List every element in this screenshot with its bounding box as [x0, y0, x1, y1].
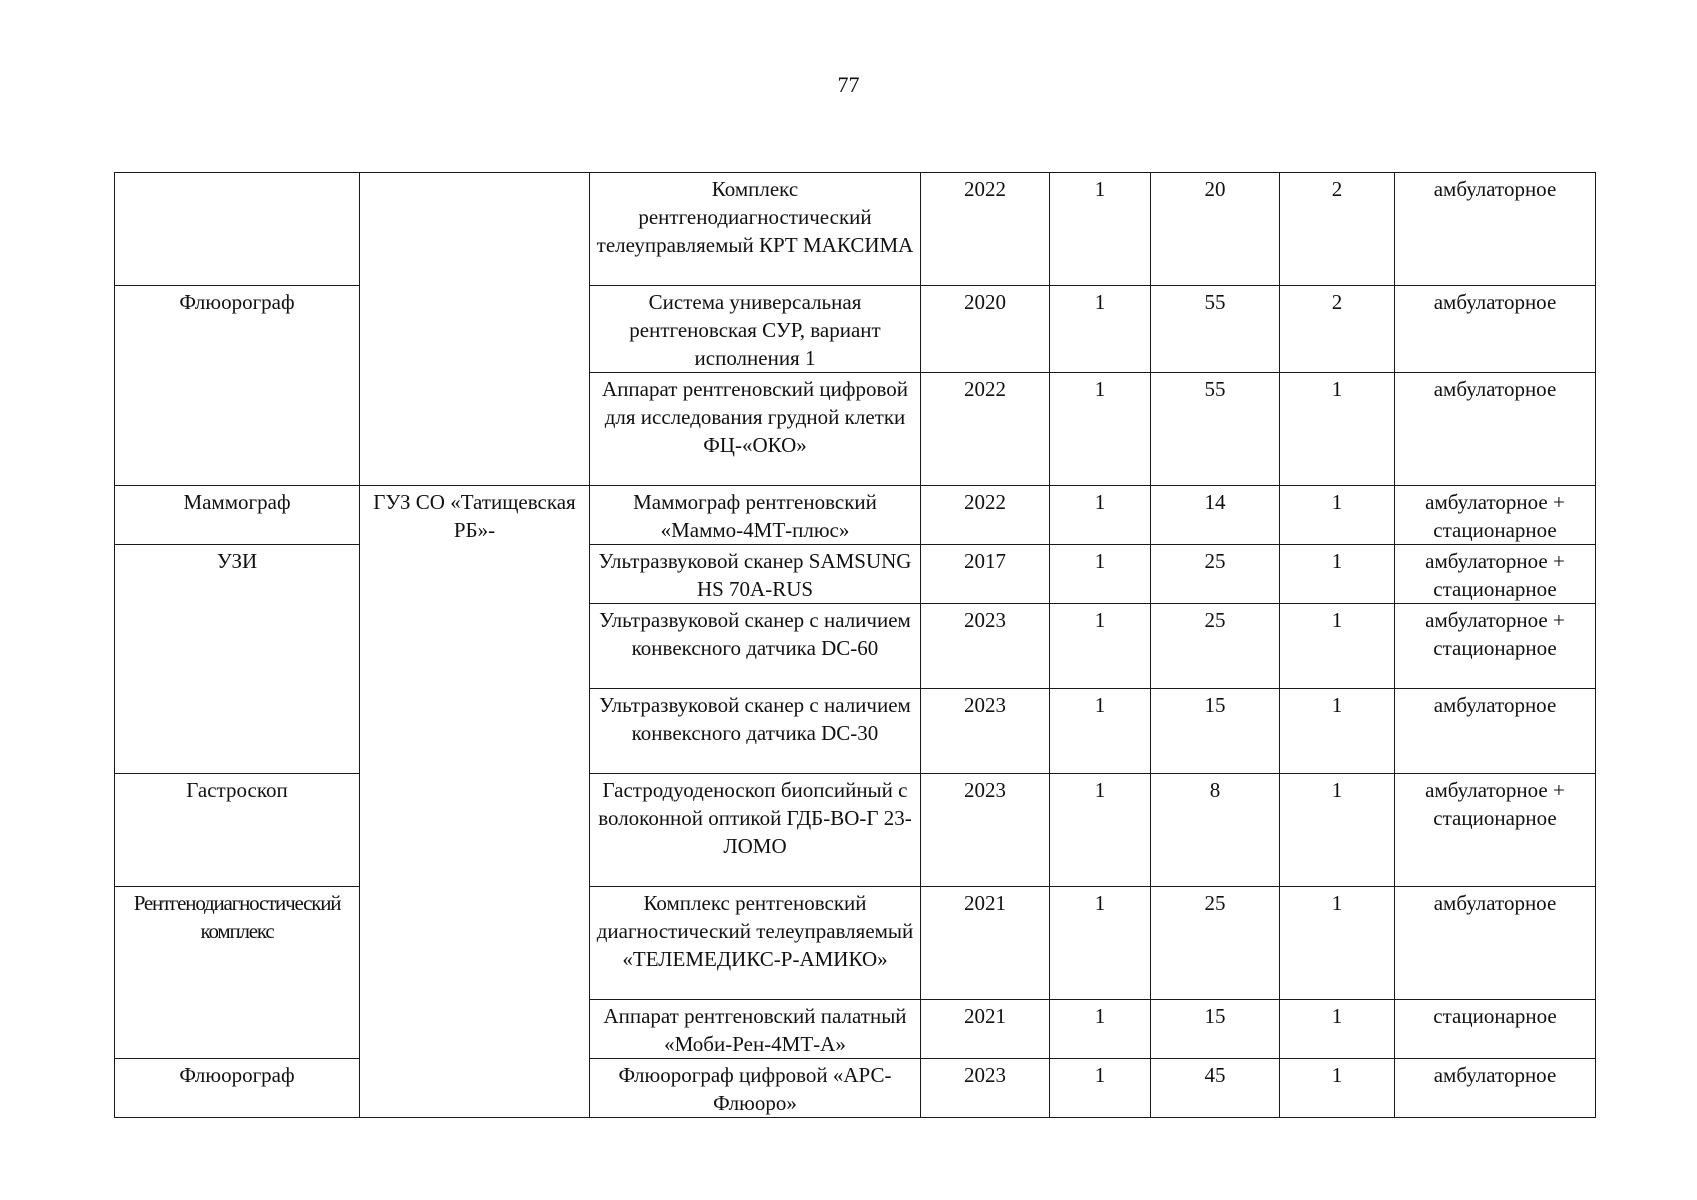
- mode-cell: амбулаторное: [1395, 286, 1596, 373]
- hours-cell: 55: [1151, 373, 1280, 486]
- year-cell: 2021: [921, 887, 1050, 1000]
- model-cell: Аппарат рентгеновский палатный «Моби-Рен-4МТ-А»: [590, 1000, 921, 1059]
- shifts-cell: 1: [1280, 486, 1395, 545]
- year-cell: 2017: [921, 545, 1050, 604]
- table-row: [115, 545, 1596, 604]
- count-cell: 1: [1050, 1059, 1151, 1118]
- hours-cell: 25: [1151, 887, 1280, 1000]
- shifts-cell: 1: [1280, 545, 1395, 604]
- mode-cell: стационарное: [1395, 1000, 1596, 1059]
- equipment-type-cell: Гастроскоп: [115, 774, 360, 887]
- count-cell: 1: [1050, 373, 1151, 486]
- table-row: [115, 486, 1596, 545]
- hours-cell: 14: [1151, 486, 1280, 545]
- equipment-type-cell: Флюорограф: [115, 1059, 360, 1118]
- year-cell: 2023: [921, 604, 1050, 689]
- count-cell: 1: [1050, 286, 1151, 373]
- page-number: 77: [837, 72, 860, 97]
- organization-cell: ГУЗ СО «Татищевская РБ»-: [360, 486, 590, 1118]
- table-row: [115, 286, 1596, 373]
- year-cell: 2022: [921, 173, 1050, 286]
- table-row: [115, 1059, 1596, 1118]
- hours-cell: 55: [1151, 286, 1280, 373]
- shifts-cell: 2: [1280, 286, 1395, 373]
- mode-cell: амбулаторное: [1395, 689, 1596, 774]
- mode-cell: амбулаторное + стационарное: [1395, 545, 1596, 604]
- model-cell: Комплекс рентгенодиагностический телеуправляемый КРТ МАКСИМА: [590, 173, 921, 286]
- hours-cell: 25: [1151, 545, 1280, 604]
- hours-cell: 20: [1151, 173, 1280, 286]
- mode-cell: амбулаторное + стационарное: [1395, 604, 1596, 689]
- hours-cell: 15: [1151, 689, 1280, 774]
- year-cell: 2023: [921, 774, 1050, 887]
- hours-cell: 25: [1151, 604, 1280, 689]
- hours-cell: 15: [1151, 1000, 1280, 1059]
- shifts-cell: 1: [1280, 1059, 1395, 1118]
- mode-cell: амбулаторное + стационарное: [1395, 774, 1596, 887]
- year-cell: 2021: [921, 1000, 1050, 1059]
- model-cell: Маммограф рентгеновский «Маммо-4МТ-плюс»: [590, 486, 921, 545]
- model-cell: Флюорограф цифровой «АРС-Флюоро»: [590, 1059, 921, 1118]
- equipment-type-cell: Флюорограф: [115, 286, 360, 486]
- model-cell: Гастродуоденоскоп биопсийный с волоконной оптикой ГДБ-ВО-Г 23-ЛОМО: [590, 774, 921, 887]
- table-row: [115, 887, 1596, 1000]
- count-cell: 1: [1050, 173, 1151, 286]
- mode-cell: амбулаторное: [1395, 1059, 1596, 1118]
- equipment-type-cell: УЗИ: [115, 545, 360, 774]
- organization-cell-empty: [360, 173, 590, 486]
- count-cell: 1: [1050, 689, 1151, 774]
- mode-cell: амбулаторное: [1395, 887, 1596, 1000]
- shifts-cell: 1: [1280, 373, 1395, 486]
- equipment-type-cell: [115, 173, 360, 286]
- mode-cell: амбулаторное + стационарное: [1395, 486, 1596, 545]
- count-cell: 1: [1050, 545, 1151, 604]
- equipment-type-cell: Рентгенодиагностический комплекс: [115, 887, 360, 1059]
- year-cell: 2023: [921, 689, 1050, 774]
- shifts-cell: 1: [1280, 604, 1395, 689]
- count-cell: 1: [1050, 486, 1151, 545]
- shifts-cell: 1: [1280, 887, 1395, 1000]
- count-cell: 1: [1050, 887, 1151, 1000]
- count-cell: 1: [1050, 774, 1151, 887]
- mode-cell: амбулаторное: [1395, 173, 1596, 286]
- hours-cell: 45: [1151, 1059, 1280, 1118]
- model-cell: Система универсальная рентгеновская СУР, вариант исполнения 1: [590, 286, 921, 373]
- shifts-cell: 1: [1280, 774, 1395, 887]
- year-cell: 2020: [921, 286, 1050, 373]
- equipment-table: [114, 172, 1596, 1118]
- shifts-cell: 1: [1280, 689, 1395, 774]
- model-cell: Ультразвуковой сканер SAMSUNG HS 70A-RUS: [590, 545, 921, 604]
- year-cell: 2022: [921, 486, 1050, 545]
- hours-cell: 8: [1151, 774, 1280, 887]
- year-cell: 2023: [921, 1059, 1050, 1118]
- shifts-cell: 2: [1280, 173, 1395, 286]
- count-cell: 1: [1050, 1000, 1151, 1059]
- year-cell: 2022: [921, 373, 1050, 486]
- model-cell: Ультразвуковой сканер с наличием конвексного датчика DC-30: [590, 689, 921, 774]
- table-row: [115, 173, 1596, 286]
- shifts-cell: 1: [1280, 1000, 1395, 1059]
- table-row: [115, 774, 1596, 887]
- mode-cell: амбулаторное: [1395, 373, 1596, 486]
- count-cell: 1: [1050, 604, 1151, 689]
- equipment-type-cell: Маммограф: [115, 486, 360, 545]
- model-cell: Ультразвуковой сканер с наличием конвексного датчика DC-60: [590, 604, 921, 689]
- model-cell: Аппарат рентгеновский цифровой для исследования грудной клетки ФЦ-«ОКО»: [590, 373, 921, 486]
- model-cell: Комплекс рентгеновский диагностический телеуправляемый «ТЕЛЕМЕДИКС-Р-АМИКО»: [590, 887, 921, 1000]
